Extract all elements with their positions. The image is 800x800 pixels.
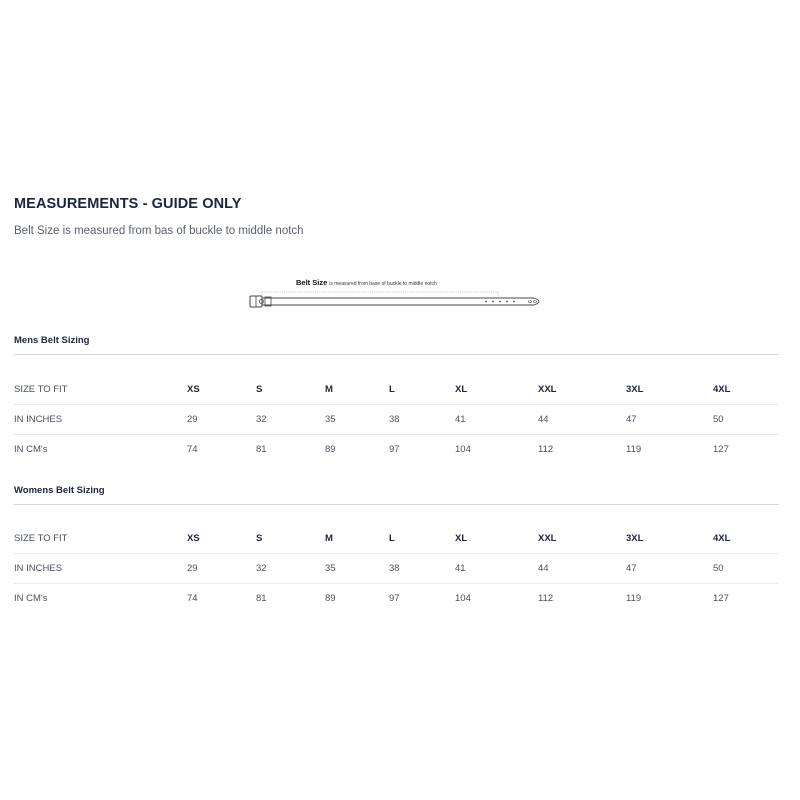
page-title: MEASUREMENTS - GUIDE ONLY [14,196,242,212]
womens-section-divider [14,504,779,505]
table-cell: 47 [626,405,713,435]
mens-section-title: Mens Belt Sizing [14,335,90,346]
belt-caption-bold: Belt Size [296,278,328,287]
table-row [14,554,779,584]
table-cell: 74 [187,593,198,604]
table-cell: 81 [256,593,267,604]
table-cell: 104 [455,444,471,455]
size-header: 3XL [626,375,713,405]
table-cell: 97 [389,444,400,455]
womens-size-table [14,524,779,613]
size-header: XL [455,375,538,405]
size-header: S [256,524,325,554]
table-cell: 35 [325,554,389,584]
size-header: 3XL [626,524,713,554]
table-cell: 38 [389,405,455,435]
table-header-row [14,375,779,405]
size-header: S [256,375,325,405]
table-cell: 38 [389,554,455,584]
table-cell: 32 [256,554,325,584]
size-header: L [389,524,455,554]
mens-size-table [14,375,779,464]
table-cell: 119 [626,593,642,604]
table-cell: 104 [455,593,471,604]
belt-strap-icon [262,298,539,305]
table-cell: 32 [256,405,325,435]
row-label: IN INCHES [14,554,187,584]
table-cell: 35 [325,405,389,435]
table-cell: 50 [713,405,779,435]
table-cell: 112 [538,593,554,604]
row-label: IN CM's [14,444,48,455]
table-cell: 81 [256,444,267,455]
row-label: SIZE TO FIT [14,375,187,405]
size-header: 4XL [713,375,779,405]
table-cell: 44 [538,554,626,584]
belt-notch-holes [485,301,515,303]
belt-caption-text: is measured from base of buckle to middle notch [329,281,437,287]
womens-section-title: Womens Belt Sizing [14,485,105,496]
mens-section-divider [14,354,779,355]
belt-illustration [248,276,548,316]
size-header: XXL [538,375,626,405]
size-header: M [325,524,389,554]
table-cell: 127 [713,444,729,455]
table-cell: 119 [626,444,642,455]
size-header: XS [187,524,256,554]
page-subtitle: Belt Size is measured from bas of buckle to middle notch [14,225,304,237]
size-header: M [325,375,389,405]
size-header: XXL [538,524,626,554]
belt-tip-holes [528,301,536,303]
size-header: L [389,375,455,405]
table-row [14,435,779,465]
table-cell: 44 [538,405,626,435]
table-cell: 29 [187,554,256,584]
table-cell: 41 [455,554,538,584]
table-cell: 89 [325,444,336,455]
table-cell: 112 [538,444,554,455]
table-header-row [14,524,779,554]
table-cell: 74 [187,444,198,455]
table-cell: 47 [626,554,713,584]
table-row [14,584,779,614]
table-cell: 29 [187,405,256,435]
row-label: SIZE TO FIT [14,524,187,554]
measure-guide-lines [262,292,498,296]
table-cell: 89 [325,593,336,604]
size-header: XL [455,524,538,554]
table-cell: 97 [389,593,400,604]
row-label: IN CM's [14,593,48,604]
row-label: IN INCHES [14,405,187,435]
table-row [14,405,779,435]
belt-diagram [248,276,548,316]
table-cell: 50 [713,554,779,584]
size-header: XS [187,375,256,405]
size-header: 4XL [713,524,779,554]
table-cell: 41 [455,405,538,435]
table-cell: 127 [713,593,729,604]
